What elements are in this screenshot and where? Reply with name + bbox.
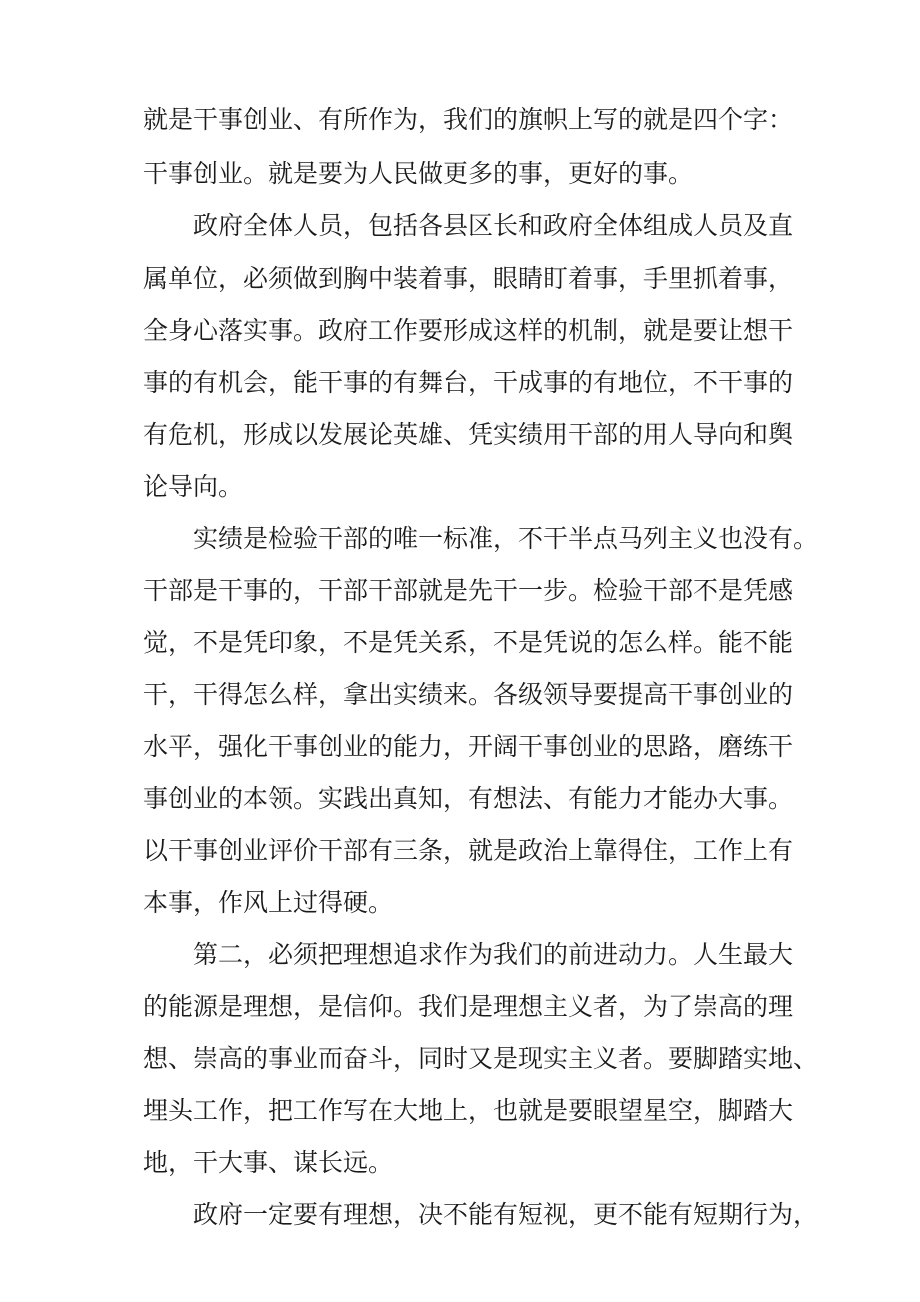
text-line-9: 实绩是检验干部的唯一标准，不干半点马列主义也没有。 [193, 524, 819, 553]
text-line-18: 的能源是理想，是信仰。我们是理想主义者，为了崇高的理 [143, 992, 794, 1021]
text-line-7: 有危机，形成以发展论英雄、凭实绩用干部的用人导向和舆 [143, 420, 794, 449]
text-line-14: 事创业的本领。实践出真知，有想法、有能力才能办大事。 [143, 784, 794, 813]
text-line-10: 干部是干事的，干部干部就是先干一步。检验干部不是凭感 [143, 576, 794, 605]
text-line-12: 干，干得怎么样，拿出实绩来。各级领导要提高干事创业的 [143, 680, 794, 709]
text-line-19: 想、崇高的事业而奋斗，同时又是现实主义者。要脚踏实地、 [143, 1044, 819, 1073]
text-line-1: 就是干事创业、有所作为，我们的旗帜上写的就是四个字： [143, 105, 794, 134]
text-line-22: 政府一定要有理想，决不能有短视，更不能有短期行为， [193, 1200, 819, 1229]
text-line-17: 第二，必须把理想追求作为我们的前进动力。人生最大 [193, 940, 794, 969]
text-line-16: 本事，作风上过得硬。 [143, 888, 394, 917]
text-line-20: 埋头工作，把工作写在大地上，也就是要眼望星空，脚踏大 [143, 1096, 794, 1125]
text-line-4: 属单位，必须做到胸中装着事，眼睛盯着事，手里抓着事， [143, 264, 794, 293]
text-line-5: 全身心落实事。政府工作要形成这样的机制，就是要让想干 [143, 316, 794, 345]
text-line-21: 地，干大事、谋长远。 [143, 1148, 394, 1177]
text-line-15: 以干事创业评价干部有三条，就是政治上靠得住，工作上有 [143, 836, 794, 865]
text-line-13: 水平，强化干事创业的能力，开阔干事创业的思路，磨练干 [143, 732, 794, 761]
text-line-2: 干事创业。就是要为人民做更多的事，更好的事。 [143, 159, 694, 188]
text-line-6: 事的有机会，能干事的有舞台，干成事的有地位，不干事的 [143, 368, 794, 397]
text-line-8: 论导向。 [143, 472, 244, 501]
text-line-11: 觉，不是凭印象，不是凭关系，不是凭说的怎么样。能不能 [143, 628, 794, 657]
text-line-3: 政府全体人员，包括各县区长和政府全体组成人员及直 [193, 211, 794, 240]
